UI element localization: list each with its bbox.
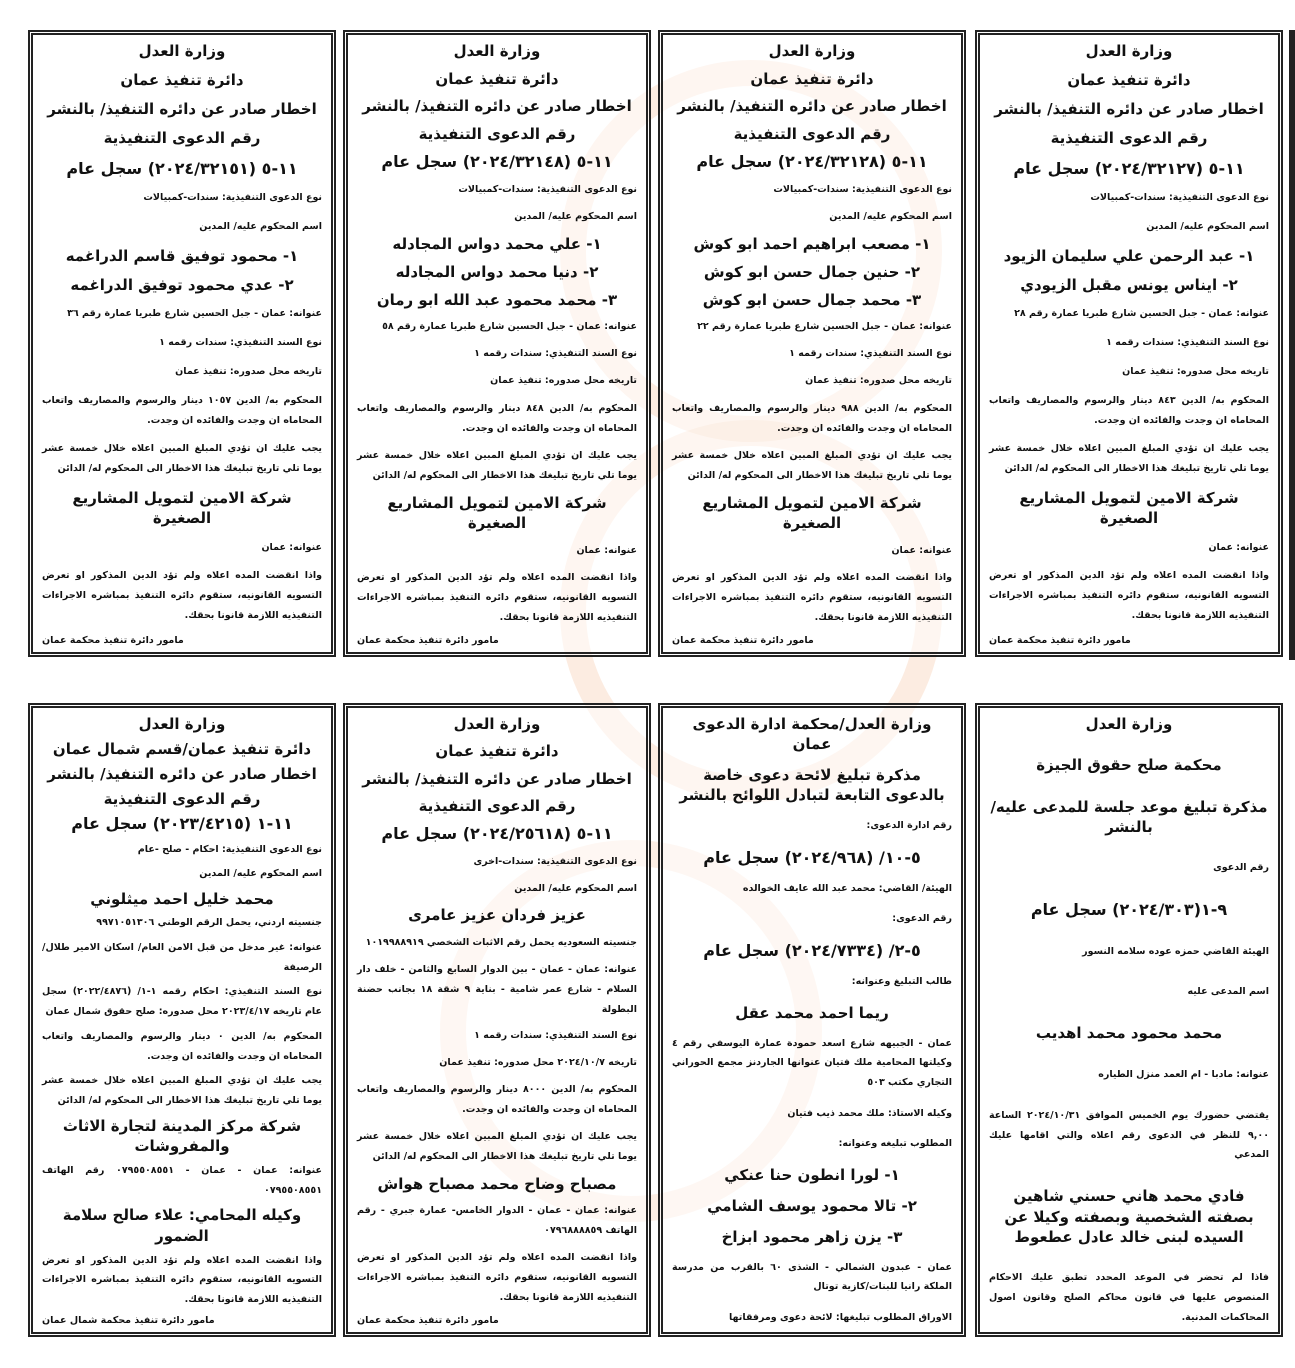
notice-text: نوع السند التنفيذي: سندات رقمه ١: [474, 1030, 637, 1042]
notice-text: واذا انقضت المده اعلاه ولم تؤد الدين المذكور او تعرض التسويه القانونيه، ستقوم دائره التنفيذ بمباشره الاجراءات التنفيذيه اللازمة قانونا بحقك.: [672, 572, 952, 623]
notice-text: عمان - الجبيهه شارع اسعد حمودة عمارة اليوسفي رقم ٤ وكيلتها المحامية ملك فتيان عنوانها الجاردنز مجمع الحوراني التجاري مكتب ٥٠٣: [672, 1037, 952, 1089]
party-name: ٢- حنين جمال حسن ابو كوش: [703, 262, 921, 281]
notice-text: نوع الدعوى التنفيذية: سندات-كمبيالات: [458, 184, 637, 195]
party-name: ٢- تالا محمود يوسف الشامي: [707, 1196, 917, 1215]
notice-text: اسم المحكوم عليه/ المدين: [514, 882, 637, 894]
notice-text: عنوانه: غير مدخل من قبل الامن العام/ اسكان الامير طلال/ الرصيفة: [42, 942, 322, 973]
party-name: شركة مركز المدينة لتجارة الاثاث والمفروشات: [62, 1116, 302, 1156]
notice-heading: اخطار صادر عن دائره التنفيذ/ بالنشر: [362, 97, 632, 116]
party-name: محمد محمود محمد اهديب: [1035, 1024, 1223, 1043]
notice-text: اسم المحكوم عليه/ المدين: [1146, 220, 1269, 232]
notice-text: نوع السند التنفيذي: سندات رقمه ١: [1106, 336, 1269, 348]
party-name: شركة الامين لتمويل المشاريع الصغيرة: [387, 494, 607, 533]
notice-heading: رقم الدعوى التنفيذية: [418, 796, 576, 815]
party-name: ٣- محمد محمود عبد الله ابو رمان: [376, 290, 618, 309]
notice-heading: رقم الدعوى التنفيذية: [733, 124, 891, 143]
notice-signature: مامور دائرة تنفيذ محكمة عمان: [42, 635, 184, 647]
notice-text: الهيئة القاضي حمزه عوده سلامه النسور: [1082, 945, 1269, 957]
case-number: ٥-١٠/ (٢٠٢٤/٩٦٨) سجل عام: [703, 847, 921, 867]
notice-text: نوع الدعوى التنفيذية: سندات-كمبيالات: [1090, 192, 1269, 204]
notice-text: يجب عليك ان تؤدي المبلغ المبين اعلاه خلال خمسة عشر يوما تلي تاريخ تبليغك هذا الاخطار الى المحكوم له/ الدائن: [42, 1075, 322, 1107]
notice-signature: مامور دائرة تنفيذ محكمة شمال عمان: [42, 1314, 215, 1326]
notice-heading: اخطار صادر عن دائره التنفيذ/ بالنشر: [994, 100, 1264, 119]
notice-text: واذا انقضت المده اعلاه ولم تؤد الدين المذكور او تعرض التسويه القانونيه، ستقوم دائره التنفيذ بمباشره الاجراءات التنفيذيه اللازمة قانونا بحقك.: [989, 570, 1269, 622]
notice-text: المحكوم به/ الدين ٨٤٨ دينار والرسوم والمصاريف واتعاب المحاماه ان وجدت والفائده ان وجدت.: [357, 402, 637, 434]
notice-heading: اخطار صادر عن دائره التنفيذ/ بالنشر: [47, 100, 317, 119]
notice-text: عنوانه: عمان: [891, 544, 952, 556]
notice-text: عنوانه: عمان - جبل الحسين شارع طبريا عمارة رقم ٣٦: [67, 308, 322, 320]
notice-heading: مذكرة تبليغ موعد جلسة للمدعى عليه/بالنشر: [990, 797, 1268, 836]
party-name: ٢- ايناس يونس مقبل الزيودي: [1020, 275, 1238, 294]
notice-text: المحكوم به/ الدين ٩٨٨ دينار والرسوم والمصاريف واتعاب المحاماه ان وجدت والفائده ان وجدت.: [672, 402, 952, 434]
notice-text: تاريخه محل صدوره: تنفيذ عمان: [805, 375, 952, 387]
notice-text: فاذا لم تحضر في الموعد المحدد تطبق عليك الاحكام المنصوص عليها في قانون محاكم الصلح وقانون اصول المحاكمات المدنية.: [989, 1272, 1269, 1324]
notice-heading: وزارة العدل: [453, 715, 541, 733]
notice-signature: مامور دائرة تنفيذ محكمة عمان: [672, 635, 814, 647]
party-name: ١- محمود توفيق قاسم الدراغمه: [65, 246, 299, 265]
notice-heading: رقم الدعوى التنفيذية: [103, 129, 261, 148]
notice-text: رقم الدعوى: [1213, 862, 1269, 873]
party-name: شركة الامين لتمويل المشاريع الصغيرة: [702, 494, 922, 533]
notice-text: تاريخه محل صدوره: تنفيذ عمان: [175, 365, 322, 377]
notice-heading: دائرة تنفيذ عمان: [1067, 71, 1191, 90]
notice-text: الاوراق المطلوب تبليغها: لائحة دعوى ومرفقاتها: [728, 1312, 952, 1323]
notice-text: اسم المحكوم عليه/ المدين: [199, 220, 322, 232]
notice-text: عنوانه: عمان - جبل الحسين شارع طبريا عمارة رقم ٢٢: [697, 321, 952, 333]
notice-text: نوع الدعوى التنفيذية: احكام - صلح -عام: [137, 843, 322, 855]
notice-text: عنوانه: عمان: [576, 544, 637, 556]
party-name: ١- عبد الرحمن علي سليمان الزيود: [1003, 246, 1255, 265]
notice-heading: مذكرة تبليغ لائحة دعوى خاصة بالدعوى التابعة لتبادل اللوائح بالنشر: [679, 766, 945, 805]
notice-signature: مامور دائرة تنفيذ محكمة عمان: [357, 1315, 499, 1327]
party-name: وكيله المحامي: علاء صالح سلامة الضمور: [62, 1206, 302, 1245]
notice-text: يقتضي حضورك يوم الخميس الموافق ٢٠٢٤/١٠/٣١ الساعة ٩,٠٠ للنظر في الدعوى رقم اعلاه والتي اقامها عليك المدعي: [989, 1109, 1269, 1161]
notice-text: نوع الدعوى التنفيذية: سندات-اخرى: [473, 855, 637, 867]
notice-text: واذا انقضت المده اعلاه ولم تؤد الدين المذكور او تعرض التسويه القانونيه، ستقوم دائره التنفيذ بمباشره الاجراءات التنفيذيه اللازمة قانونا بحقك.: [42, 1254, 322, 1306]
notice-text: يجب عليك ان تؤدي المبلغ المبين اعلاه خلال خمسة عشر يوما تلي تاريخ تبليغك هذا الاخطار الى المحكوم له/ الدائن: [357, 449, 637, 481]
notice-heading: رقم الدعوى التنفيذية: [103, 789, 261, 808]
notice-heading: وزارة العدل: [1085, 715, 1173, 733]
notice-text: عنوانه: عمان - عمان - ٠٧٩٥٥٠٨٥٥١ رقم الهاتف ٠٧٩٥٥٠٨٥٥١: [42, 1164, 322, 1196]
party-name: شركة الامين لتمويل المشاريع الصغيرة: [1019, 489, 1239, 528]
party-name: ١- مصعب ابراهيم احمد ابو كوش: [693, 235, 931, 254]
notice-heading: وزارة العدل: [768, 42, 856, 60]
legal-notice: [975, 703, 1283, 1337]
notice-text: المحكوم به/ الدين ٨٠٠٠ دينار والرسوم والمصاريف واتعاب المحاماه ان وجدت والفائده ان وجدت.: [357, 1084, 637, 1116]
case-number: ٥-٢/ (٢٠٢٤/٧٣٣٤) سجل عام: [703, 940, 921, 960]
legal-notice: [975, 30, 1283, 657]
party-name: ١- علي محمد دواس المجادله: [392, 235, 602, 254]
party-name: ٢- دنيا محمد دواس المجادله: [395, 262, 599, 281]
case-number: ١١-٥ (٢٠٢٤/٣٢١٢٧) سجل عام: [1013, 158, 1245, 178]
notice-text: وكيله الاستاذ: ملك محمد ذيب فتيان: [787, 1107, 952, 1119]
notice-text: تاريخه ٢٠٢٤/١٠/٧ محل صدوره: تنفيذ عمان: [439, 1057, 637, 1069]
legal-notice: [28, 30, 336, 657]
notice-text: عنوانه: عمان - عمان - بين الدوار السابع والثامن - خلف دار السلام - شارع عمر شامية - بناية ٩ شقة ١٨ بجانب حضنة البطولة: [357, 963, 637, 1015]
notice-text: نوع السند التنفيذي: سندات رقمه ١: [474, 348, 637, 360]
notice-text: اسم المدعى عليه: [1187, 986, 1269, 998]
notice-heading: وزارة العدل: [138, 715, 226, 733]
notice-text: عنوانه: عمان: [261, 541, 322, 553]
notice-text: يجب عليك ان تؤدي المبلغ المبين اعلاه خلال خمسة عشر يوما تلي تاريخ تبليغك هذا الاخطار الى المحكوم له/ الدائن: [672, 449, 952, 481]
notice-text: رقم ادارة الدعوى:: [866, 820, 952, 832]
notice-heading: رقم الدعوى التنفيذية: [418, 124, 576, 143]
legal-notice: [658, 30, 966, 657]
party-name: فادي محمد هاني حسني شاهين بصفته الشخصية وبصفته وكيلا عن السيده لبنى خالد عادل عطعوط: [1004, 1187, 1254, 1246]
notice-text: واذا انقضت المده اعلاه ولم تؤد الدين المذكور او تعرض التسويه القانونيه، ستقوم دائره التنفيذ بمباشره الاجراءات التنفيذيه اللازمة قانونا بحقك.: [357, 572, 637, 623]
notice-text: عنوانه: عمان - جبل الحسين شارع طبريا عمارة رقم ٥٨: [382, 321, 637, 333]
notice-text: عمان - عبدون الشمالي - الشذى ٦٠ بالقرب من مدرسة الملكة رانيا للبنات/كازية توتال: [672, 1261, 952, 1293]
notice-heading: اخطار صادر عن دائره التنفيذ/ بالنشر: [362, 769, 632, 788]
notice-text: اسم المحكوم عليه/ المدين: [829, 211, 952, 223]
legal-notice: [343, 703, 651, 1337]
notice-text: نوع الدعوى التنفيذية: سندات-كمبيالات: [773, 184, 952, 195]
legal-notice: [658, 703, 966, 1337]
notice-heading: دائرة تنفيذ عمان/قسم شمال عمان: [52, 739, 312, 758]
notice-signature: مامور دائرة تنفيذ محكمة عمان: [357, 635, 499, 647]
party-name: ٣- يزن زاهر محمود ابزاخ: [721, 1227, 903, 1246]
notice-text: عنوانه: عمان - عمان - الدوار الخامس- عمارة جبري - رقم الهاتف ٠٧٩٦٨٨٨٨٥٩: [357, 1205, 637, 1237]
notice-text: تاريخه محل صدوره: تنفيذ عمان: [1122, 365, 1269, 377]
notice-text: يجب عليك ان تؤدي المبلغ المبين اعلاه خلال خمسة عشر يوما تلي تاريخ تبليغك هذا الاخطار الى المحكوم له/ الدائن: [357, 1131, 637, 1163]
notice-heading: وزارة العدل: [453, 42, 541, 60]
notice-text: المحكوم به/ الدين ٠ دينار والرسوم والمصاريف واتعاب المحاماه ان وجدت والفائده ان وجدت.: [42, 1030, 322, 1062]
notice-text: نوع السند التنفيذي: سندات رقمه ١: [789, 348, 952, 360]
notice-text: نوع الدعوى التنفيذية: سندات-كمبيالات: [143, 192, 322, 204]
party-name: ريما احمد محمد عقل: [735, 1003, 889, 1022]
notice-text: طالب التبليغ وعنوانه:: [851, 976, 952, 988]
notice-heading: دائرة تنفيذ عمان: [435, 742, 559, 761]
notice-text: عنوانه: عمان - جبل الحسين شارع طبريا عمارة رقم ٢٨: [1014, 308, 1269, 320]
notice-text: المطلوب تبليغه وعنوانه:: [838, 1138, 952, 1150]
party-name: محمد خليل احمد ميثلوني: [90, 889, 274, 908]
notice-text: عنوانه: مادبا - ام العمد منزل الطياره: [1098, 1068, 1269, 1080]
notice-heading: دائرة تنفيذ عمان: [120, 71, 244, 90]
notice-text: عنوانه: عمان: [1208, 541, 1269, 553]
party-name: ٣- محمد جمال حسن ابو كوش: [702, 290, 922, 309]
case-number: ٩-١(٢٠٢٤/٣٠٣) سجل عام: [1030, 899, 1228, 919]
notice-heading: دائرة تنفيذ عمان: [435, 69, 559, 88]
legal-notice: [343, 30, 651, 657]
page-edge-rule: [1289, 30, 1295, 660]
notice-text: نوع السند التنفيذي: سندات رقمه ١: [159, 336, 322, 348]
party-name: ٢- عدي محمود توفيق الدراغمه: [70, 275, 294, 294]
party-name: عزيز فردان عزيز عامرى: [408, 906, 586, 925]
notice-text: جنسيته اردني، يحمل الرقم الوطني ٩٩٧١٠٥١٣٠٦: [96, 917, 322, 929]
notice-text: واذا انقضت المده اعلاه ولم تؤد الدين المذكور او تعرض التسويه القانونيه، ستقوم دائره التنفيذ بمباشره الاجراءات التنفيذيه اللازمة قانونا بحقك.: [357, 1252, 637, 1304]
notice-heading: وزارة العدل/محكمة ادارة الدعوى عمان: [692, 715, 932, 754]
case-number: ١١-٥ (٢٠٢٤/٣٢١٥١) سجل عام: [66, 158, 298, 178]
notice-heading: اخطار صادر عن دائره التنفيذ/ بالنشر: [677, 97, 947, 116]
notice-signature: مامور دائرة تنفيذ محكمة عمان: [989, 635, 1131, 647]
notice-text: جنسيته السعوديه يحمل رقم الاثبات الشخصي ١٠١٩٩٨٨٩١٩: [365, 936, 637, 948]
case-number: ١١-١ (٢٠٢٣/٤٢١٥) سجل عام: [71, 814, 293, 834]
party-name: ١- لورا انطون حنا عنكي: [724, 1166, 900, 1184]
case-number: ١١-٥ (٢٠٢٤/٢٥٦١٨) سجل عام: [381, 824, 613, 843]
notice-heading: وزارة العدل: [1085, 42, 1173, 60]
notice-text: اسم المحكوم عليه/ المدين: [514, 211, 637, 223]
legal-notice: [28, 703, 336, 1337]
notice-text: المحكوم به/ الدين ٨٤٣ دينار والرسوم والمصاريف واتعاب المحاماه ان وجدت والفائده ان وجدت.: [989, 394, 1269, 426]
notice-heading: رقم الدعوى التنفيذية: [1050, 129, 1208, 148]
notice-text: واذا انقضت المده اعلاه ولم تؤد الدين المذكور او تعرض التسويه القانونيه، ستقوم دائره التنفيذ بمباشره الاجراءات التنفيذيه اللازمة قانونا بحقك.: [42, 570, 322, 622]
notice-text: الهيئة/ القاضي: محمد عبد الله عايف الخوالده: [742, 882, 952, 894]
notice-text: المحكوم به/ الدين ١٠٥٧ دينار والرسوم والمصاريف واتعاب المحاماه ان وجدت والفائده ان وجدت.: [42, 394, 322, 426]
notice-text: تاريخه محل صدوره: تنفيذ عمان: [490, 375, 637, 387]
party-name: مصباح وضاح محمد مصباح هواش: [377, 1175, 617, 1194]
notice-text: اسم المحكوم عليه/ المدين: [199, 868, 322, 880]
case-number: ١١-٥ (٢٠٢٤/٣٢١٢٨) سجل عام: [696, 152, 928, 172]
party-name: شركة الامين لتمويل المشاريع الصغيرة: [72, 489, 292, 528]
notice-heading: اخطار صادر عن دائره التنفيذ/ بالنشر: [47, 764, 317, 783]
notice-text: رقم الدعوى:: [892, 913, 952, 925]
notice-heading: دائرة تنفيذ عمان: [750, 69, 874, 88]
case-number: ١١-٥ (٢٠٢٤/٣٢١٤٨) سجل عام: [381, 152, 613, 172]
notice-text: نوع السند التنفيذي: احكام رقمه ١-١/ (٢٠٢٢/٤٨٧٦) سجل عام تاريخه ٢٠٢٣/٤/١٧ محل صدوره: صلح حقوق شمال عمان: [42, 986, 323, 1018]
notice-heading: محكمة صلح حقوق الجيزة: [1036, 756, 1222, 775]
notice-text: يجب عليك ان تؤدي المبلغ المبين اعلاه خلال خمسة عشر يوما تلي تاريخ تبليغك هذا الاخطار الى المحكوم له/ الدائن: [42, 443, 322, 475]
notice-text: يجب عليك ان تؤدي المبلغ المبين اعلاه خلال خمسة عشر يوما تلي تاريخ تبليغك هذا الاخطار الى المحكوم له/ الدائن: [989, 443, 1269, 475]
notice-heading: وزارة العدل: [138, 42, 226, 60]
